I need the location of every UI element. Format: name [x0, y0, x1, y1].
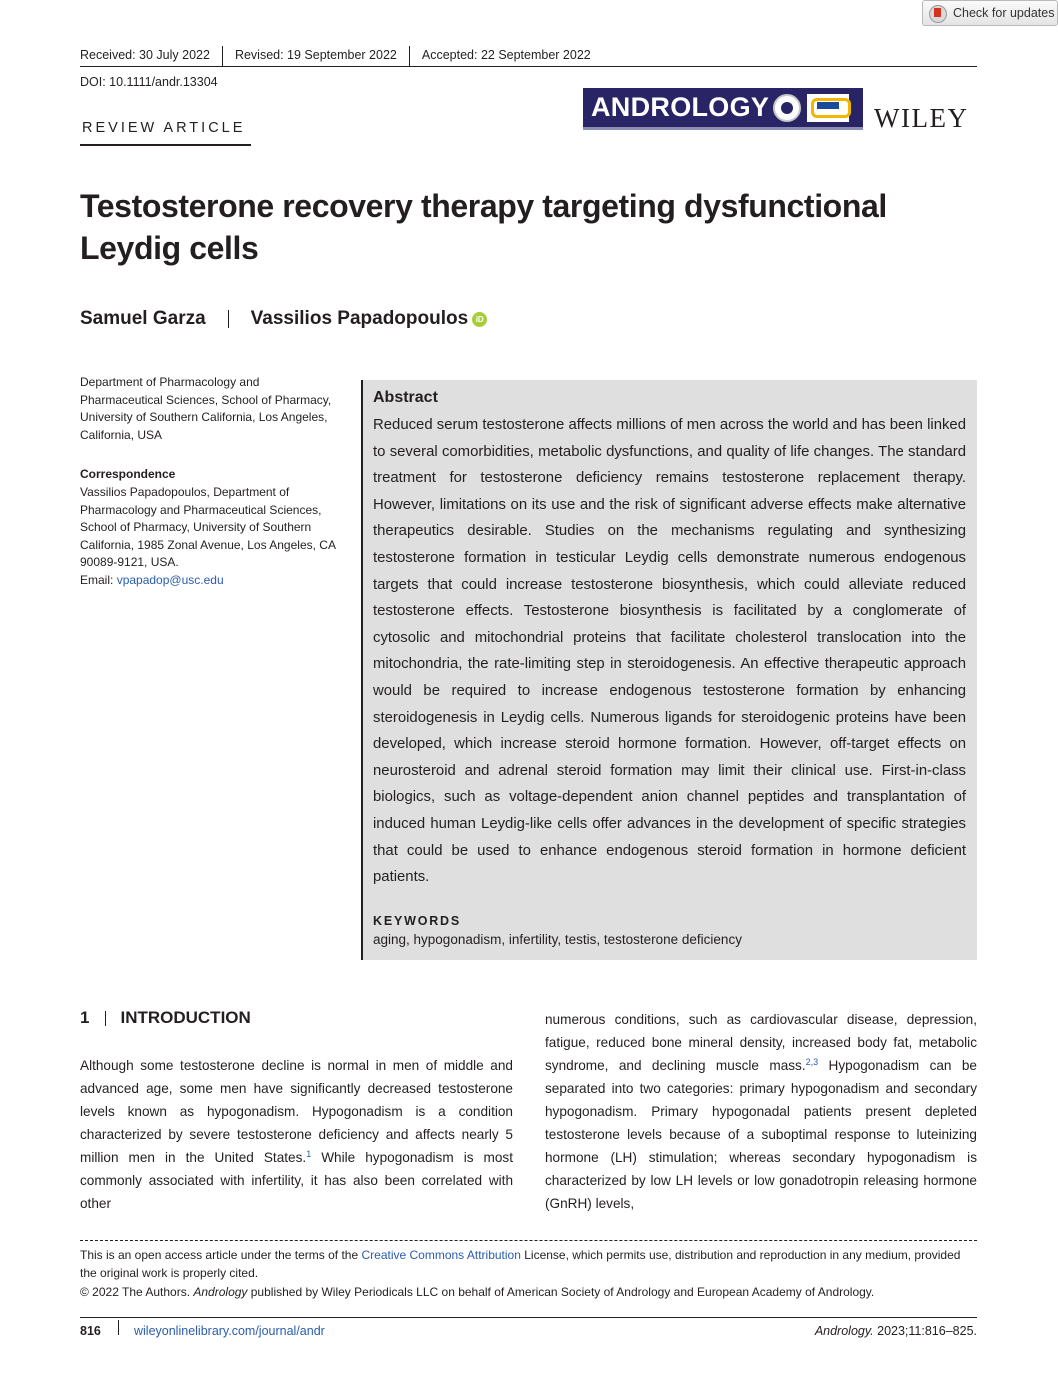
email-label: Email:	[80, 572, 117, 587]
keywords-heading: KEYWORDS	[373, 914, 462, 928]
intro-paragraph-right	[545, 1008, 977, 1215]
crossmark-icon	[929, 5, 945, 21]
section-heading-divider	[105, 1011, 106, 1026]
history-divider	[222, 46, 223, 67]
intro-text: numerous conditions, such as cardiovascular disease, depression, fatigue, reduced bone mineral density, increased body fat, metabolic syndrome, and declining muscle mass.	[545, 1012, 977, 1073]
author-name[interactable]: Samuel Garza	[80, 308, 206, 329]
copyright-text: published by Wiley Periodicals LLC on behalf of American Society of Andrology and European Academy of Andrology.	[247, 1285, 875, 1299]
intro-text: Hypogonadism can be separated into two categories: primary hypogonadism and secondary hypogonadism. Primary hypogonadal patients present depleted testosterone levels because of a suboptimal response to luteinizing hormone (LH) stimulation; whereas secondary hypogonadism is characterized by low LH levels or low gonadotropin releasing hormone (GnRH) levels,	[545, 1058, 977, 1211]
revised-date: Revised: 19 September 2022	[234, 48, 397, 62]
reference-link[interactable]: 2,3	[805, 1057, 819, 1067]
intro-paragraph-left	[80, 1054, 513, 1215]
journal-url-link[interactable]: wileyonlinelibrary.com/journal/andr	[134, 1324, 325, 1338]
copyright-text: © 2022 The Authors.	[80, 1285, 194, 1299]
orcid-icon[interactable]: iD	[472, 312, 487, 327]
copyright-note	[80, 1283, 977, 1301]
publisher-logo: WILEY	[874, 103, 969, 133]
footer-divider	[80, 1317, 977, 1318]
license-text: License, which permits use, distribution and reproduction in any medium, provided the original work is properly cited.	[80, 1248, 961, 1280]
author-name[interactable]: Vassilios Papadopoulos	[250, 308, 469, 329]
affiliation: Department of Pharmacology and Pharmaceutical Sciences, School of Pharmacy, University of Southern California, Los Angeles, California, USA	[80, 375, 332, 442]
license-note	[80, 1246, 977, 1282]
journal-logo	[583, 88, 863, 130]
eaa-logo-icon	[807, 94, 849, 122]
article-type-underline	[80, 144, 251, 146]
journal-logo-name: ANDROLOGY	[591, 92, 770, 122]
accepted-date: Accepted: 22 September 2022	[421, 48, 591, 62]
section-heading-introduction	[80, 1008, 251, 1028]
asa-seal-icon	[773, 94, 801, 122]
abstract-text: Reduced serum testosterone affects millions of men across the world and has been linked to several comorbidities, metabolic dysfunctions, and quality of life changes. The standard treatment for testosterone deficiency remains testosterone replacement therapy. However, limitations on its use and the risk of significant adverse effects make alternative therapeutics desirable. Studies on the mechanisms regulating and synthesizing testosterone formation in testicular Leydig cells demonstrate numerous endogenous targets that could increase testosterone biosynthesis, which could alleviate reduced testosterone effects. Testosterone biosynthesis is facilitated by a conglomerate of cytosolic and mitochondrial proteins that facilitate cholesterol translocation into the mitochondria, the rate-limiting step in steroidogenesis. An effective therapeutic approach would be required to increase endogenous testosterone formation by enhancing steroidogenesis in Leydig cells. Numerous ligands for steroidogenic proteins have been developed, which increase steroid hormone formation. However, off-target effects on neurosteroid and adrenal steroid formation may limit their clinical use. First-in-class biologics, such as voltage-dependent anion channel peptides and transplantation of induced human Leydig-like cells offer advances in the development of specific strategies that could be used to enhance endogenous steroid formation in hormone deficient patients.	[373, 417, 966, 886]
abstract-heading: Abstract	[373, 389, 438, 406]
intro-text: Although some testosterone decline is normal in men of middle and advanced age, some men have significantly decreased testosterone levels known as hypogonadism. Hypogonadism is a condition characterized by severe testosterone deficiency and affects nearly 5 million men in the United States.	[80, 1058, 513, 1165]
footnote-divider	[80, 1240, 977, 1241]
copyright-journal: Andrology	[193, 1285, 248, 1299]
correspondence-heading: Correspondence	[80, 467, 176, 481]
author-divider	[228, 310, 229, 328]
reference-link[interactable]: 1	[306, 1149, 312, 1159]
article-title: Testosterone recovery therapy targeting dysfunctional Leydig cells	[80, 188, 887, 266]
article-type: REVIEW ARTICLE	[82, 120, 246, 136]
citation-journal: Andrology.	[814, 1324, 874, 1338]
creative-commons-link[interactable]: Creative Commons Attribution	[361, 1248, 521, 1262]
intro-text: While hypogonadism is most commonly associated with infertility, it has also been correlated with other	[80, 1150, 513, 1211]
page-number: 816	[80, 1324, 101, 1338]
correspondence-details	[80, 484, 342, 590]
check-for-updates-label: Check for updates	[953, 6, 1055, 20]
received-date: Received: 30 July 2022	[80, 48, 210, 62]
citation	[815, 1322, 977, 1340]
citation-details: 2023;11:816–825.	[873, 1324, 977, 1338]
license-text: This is an open access article under the terms of the	[80, 1248, 362, 1262]
check-for-updates-button[interactable]	[922, 0, 1058, 26]
section-number: 1	[80, 1008, 90, 1027]
author-list	[80, 308, 487, 330]
history-divider	[409, 46, 410, 67]
section-title: INTRODUCTION	[120, 1008, 251, 1027]
keywords-list: aging, hypogonadism, infertility, testis, testosterone deficiency	[373, 932, 742, 947]
correspondence-email-link[interactable]: vpapadop@usc.edu	[116, 572, 224, 587]
correspondence-address: Vassilios Papadopoulos, Department of Pharmacology and Pharmaceutical Sciences, School of Pharmacy, University of Southern California, 1985 Zonal Avenue, Los Angeles, CA 90089-9121, USA.	[80, 485, 336, 570]
footer-separator	[118, 1320, 119, 1335]
doi: DOI: 10.1111/andr.13304	[80, 75, 218, 89]
article-history	[80, 46, 977, 67]
